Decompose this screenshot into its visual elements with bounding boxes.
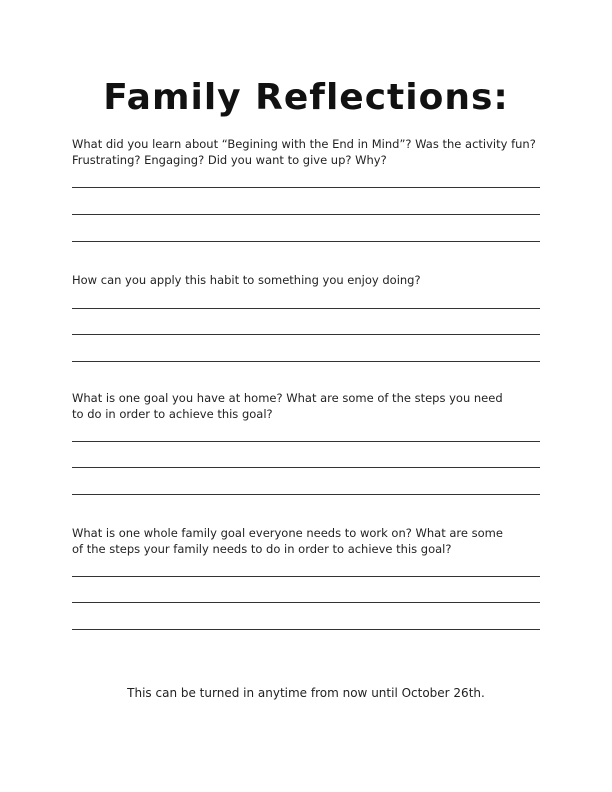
question-4-line-2: of the steps your family needs to do in order to achieve this goal? <box>72 542 452 556</box>
answer-line[interactable] <box>72 441 540 442</box>
answer-line[interactable] <box>72 187 540 188</box>
answer-line[interactable] <box>72 576 540 577</box>
question-1-line-1: What did you learn about “Begining with the End in Mind”? Was the activity fun? <box>72 137 536 151</box>
answer-line[interactable] <box>72 602 540 603</box>
question-section-2 <box>72 272 540 368</box>
answer-line[interactable] <box>72 467 540 468</box>
question-section-3 <box>72 390 540 502</box>
question-4-line-1: What is one whole family goal everyone needs to work on? What are some <box>72 526 503 540</box>
answer-line[interactable] <box>72 241 540 242</box>
answer-line[interactable] <box>72 334 540 335</box>
question-3-line-2: to do in order to achieve this goal? <box>72 407 273 421</box>
answer-line[interactable] <box>72 308 540 309</box>
answer-line[interactable] <box>72 361 540 362</box>
question-section-1 <box>72 136 540 248</box>
answer-line[interactable] <box>72 629 540 630</box>
answer-line[interactable] <box>72 494 540 495</box>
question-3-line-1: What is one goal you have at home? What are some of the steps you need <box>72 391 503 405</box>
due-date-note: This can be turned in anytime from now until October 26th. <box>127 686 485 700</box>
page-title: Family Reflections: <box>103 77 509 118</box>
question-2-line-1: How can you apply this habit to something you enjoy doing? <box>72 273 421 287</box>
question-1-line-2: Frustrating? Engaging? Did you want to give up? Why? <box>72 153 387 167</box>
question-section-4 <box>72 525 540 637</box>
answer-line[interactable] <box>72 214 540 215</box>
